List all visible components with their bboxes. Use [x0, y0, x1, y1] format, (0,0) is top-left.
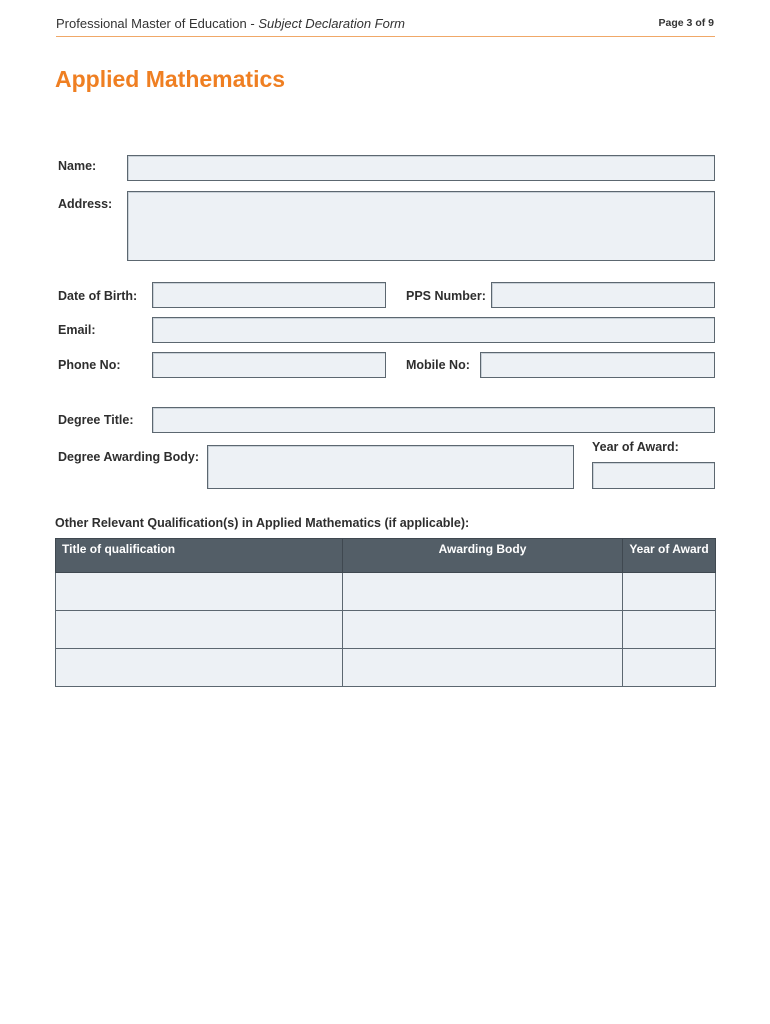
email-field[interactable]	[152, 317, 715, 343]
mobile-field[interactable]	[480, 352, 715, 378]
year-of-award-field[interactable]	[592, 462, 715, 489]
header-divider	[56, 36, 715, 37]
header-title-text: Professional Master of Education -	[56, 16, 259, 31]
qualification-title-cell[interactable]	[56, 573, 343, 611]
qualifications-table	[55, 538, 716, 687]
column-header-title: Title of qualification	[56, 539, 343, 573]
mobile-label: Mobile No:	[406, 358, 470, 372]
column-header-awarding-body: Awarding Body	[343, 539, 623, 573]
dob-label: Date of Birth:	[58, 289, 138, 303]
table-row	[56, 573, 716, 611]
qualifications-heading: Other Relevant Qualification(s) in Applied Mathematics (if applicable):	[55, 516, 470, 530]
header-title-italic: Subject Declaration Form	[258, 16, 405, 31]
awarding-body-cell[interactable]	[343, 611, 623, 649]
qualification-title-cell[interactable]	[56, 611, 343, 649]
degree-title-field[interactable]	[152, 407, 715, 433]
name-label: Name:	[58, 159, 97, 173]
name-field[interactable]	[127, 155, 715, 181]
phone-field[interactable]	[152, 352, 386, 378]
qualification-title-cell[interactable]	[56, 649, 343, 687]
address-label: Address:	[58, 197, 113, 211]
awarding-body-cell[interactable]	[343, 649, 623, 687]
email-label: Email:	[58, 323, 96, 337]
page-title: Applied Mathematics	[55, 66, 286, 92]
year-cell[interactable]	[623, 573, 716, 611]
page-number: Page 3 of 9	[658, 17, 714, 29]
address-field[interactable]	[127, 191, 715, 261]
table-header-row	[56, 539, 716, 573]
column-header-year: Year of Award	[623, 539, 716, 573]
degree-body-field[interactable]	[207, 445, 574, 489]
year-cell[interactable]	[623, 611, 716, 649]
pps-label: PPS Number:	[406, 289, 486, 303]
phone-label: Phone No:	[58, 358, 121, 372]
document-header-title	[56, 16, 405, 31]
degree-body-label: Degree Awarding Body:	[58, 450, 199, 464]
degree-title-label: Degree Title:	[58, 413, 134, 427]
year-cell[interactable]	[623, 649, 716, 687]
table-row	[56, 649, 716, 687]
pps-field[interactable]	[491, 282, 715, 308]
table-row	[56, 611, 716, 649]
awarding-body-cell[interactable]	[343, 573, 623, 611]
year-of-award-label: Year of Award:	[592, 440, 679, 454]
dob-field[interactable]	[152, 282, 386, 308]
